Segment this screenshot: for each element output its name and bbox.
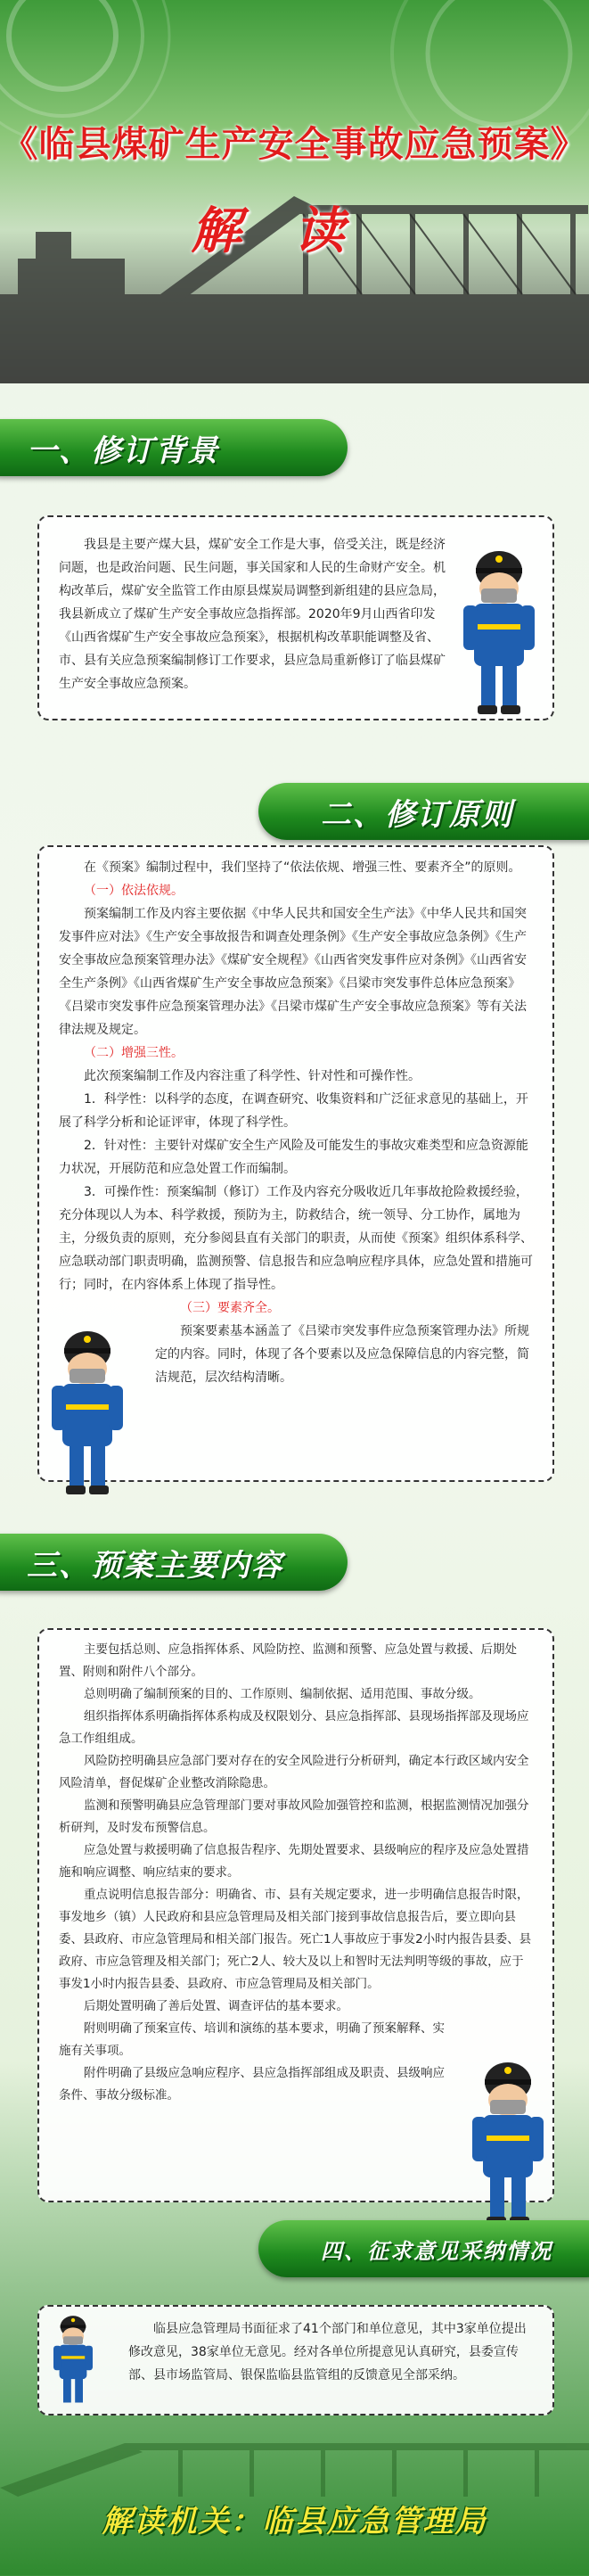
- section2-heading-text: 二、修订原则: [321, 796, 513, 833]
- page-title: 《临县煤矿生产安全事故应急预案》: [2, 124, 587, 165]
- section3-heading-text: 三、预案主要内容: [27, 1547, 283, 1584]
- section2-heading: [258, 783, 589, 840]
- section3-paragraph: 后期处置明确了善后处置、调查评估的基本要求。: [84, 1999, 348, 2013]
- page-subtitle: 解读: [191, 202, 398, 260]
- section2-sub2-item: 2．针对性：主要针对煤矿安全生产风险及可能发生的事故灾难类型和应急资源能力状况，开展防范和应急处置工作而编制。: [59, 1139, 528, 1176]
- worker-mascot-icon: [46, 2309, 100, 2407]
- header-banner: [0, 0, 589, 383]
- section2-sub2-text: 此次预案编制工作及内容注重了科学性、针对性和可操作性。: [84, 1069, 421, 1083]
- section2-sub1-text: 预案编制工作及内容主要依据《中华人民共和国安全生产法》《中华人民共和国突发事件应对法》《生产安全事故报告和调查处理条例》《生产安全事故应急条例》《生产安全事故应急预案管理办法》《煤矿安全规程》《山西省突发事件应对条例》《山西省安全生产条例》《山西省煤矿生产安全事故应急预案》《吕梁市突发事件总体应急预案》《吕梁市突发事件应急预案管理办法》《吕梁市煤矿生产安全事故应急预案》等有关法律法规及规定。: [59, 907, 527, 1037]
- section2-sub3-title: （三）要素齐全。: [180, 1301, 280, 1315]
- section2-sub2-title: （二）增强三性。: [84, 1046, 184, 1060]
- section1-heading-text: 一、修订背景: [27, 432, 219, 469]
- section2-intro: 在《预案》编制过程中，我们坚持了“依法依规、增强三性、要素齐全”的原则。: [84, 860, 521, 875]
- section4-heading-text: 四、征求意见采纳情况: [321, 2238, 552, 2264]
- section3-paragraph: 主要包括总则、应急指挥体系、风险防控、监测和预警、应急处置与救援、后期处置、附则和附件八个部分。: [59, 1642, 517, 1679]
- section3-paragraph: 应急处置与救援明确了信息报告程序、先期处置要求、县级响应的程序及应急处置措施和响应调整、响应结束的要求。: [59, 1843, 529, 1880]
- section3-paragraph: 组织指挥体系明确指挥体系构成及权限划分、县应急指挥部、县现场指挥部及现场应急工作组组成。: [59, 1709, 529, 1746]
- section4-panel: [37, 2305, 554, 2416]
- section4-heading: [258, 2220, 589, 2277]
- footer-decoration: [0, 2407, 589, 2497]
- section2-sub2-item: 3．可操作性：预案编制（修订）工作及内容充分吸收近几年事故抢险救援经验，充分体现以人为本、科学救援，预防为主，防救结合，统一领导、分工协作，属地为主，分级负责的原则，充分参阅县直有关部门的职责，从而使《预案》组织体系科学、应急联动部门职责明确，监测预警、信息报告和应急响应程序具体，应急处置和措施可行；同时，在内容体系上体现了指导性。: [59, 1185, 533, 1292]
- worker-mascot-icon: [454, 539, 544, 718]
- section1-heading: [0, 419, 348, 476]
- worker-mascot-icon: [43, 1320, 132, 1498]
- worker-mascot-icon: [463, 2051, 552, 2229]
- section2-sub1-title: （一）依法依规。: [84, 884, 184, 898]
- section3-paragraph: 监测和预警明确县应急管理部门要对事故风险加强管控和监测，根据监测情况加强分析研判，及时发布预警信息。: [59, 1798, 529, 1835]
- section1-paragraph: 我县是主要产煤大县，煤矿安全工作是大事，倍受关注，既是经济问题，也是政治问题、民生问题，事关国家和人民的生命财产安全。机构改革后，煤矿安全监管工作由原县煤炭局调整到新组建的县应急局，我县新成立了煤矿生产安全事故应急指挥部。2020年9月山西省印发《山西省煤矿生产安全事故应急预案》，根据机构改革职能调整及省、市、县有关应急预案编制修订工作要求，县应急局重新修订了临县煤矿生产安全事故应急预案。: [59, 538, 446, 691]
- section4-paragraph: 临县应急管理局书面征求了41个部门和单位意见，其中3家单位提出修改意见，38家单位无意见。经对各单位所提意见认真研究，县委宣传部、县市场监管局、银保监临县监管组的反馈意见全部采纳。: [128, 2322, 527, 2383]
- section3-paragraph: 附件明确了县级应急响应程序、县应急指挥部组成及职责、县级响应条件、事故分级标准。: [59, 2066, 445, 2103]
- section2-sub2-item: 1．科学性：以科学的态度，在调查研究、收集资料和广泛征求意见的基础上，开展了科学分析和论证评审，体现了科学性。: [59, 1092, 528, 1130]
- section3-paragraph: 风险防控明确县应急部门要对存在的安全风险进行分析研判，确定本行政区域内安全风险清单，督促煤矿企业整改消除隐患。: [59, 1754, 529, 1790]
- section3-heading: [0, 1534, 348, 1591]
- section3-paragraph: 总则明确了编制预案的目的、工作原则、编制依据、适用范围、事故分级。: [84, 1687, 481, 1701]
- footer-issuer: 解读机关：临县应急管理局: [102, 2504, 487, 2539]
- section3-paragraph: 重点说明信息报告部分：明确省、市、县有关规定要求，进一步明确信息报告时限，事发地乡（镇）人民政府和县应急管理局及相关部门接到事故信息报告后，要立即向县委、县政府、市应急管理局和相关部门报告。死亡1人事故应于事发2小时内报告县委、县政府、市应急管理及相关部门；死亡2人、较大及以上和智时无法判明等级的事故，应于事发1小时内报告县委、县政府、市应急管理局及相关部门。: [59, 1888, 532, 1991]
- section3-paragraph: 附则明确了预案宣传、培训和演练的基本要求，明确了预案解释、实施有关事项。: [59, 2021, 445, 2058]
- section2-sub3-text: 预案要素基本涵盖了《吕梁市突发事件应急预案管理办法》所规定的内容。同时，体现了各个要素以及应急保障信息的内容完整，简洁规范，层次结构清晰。: [155, 1324, 529, 1385]
